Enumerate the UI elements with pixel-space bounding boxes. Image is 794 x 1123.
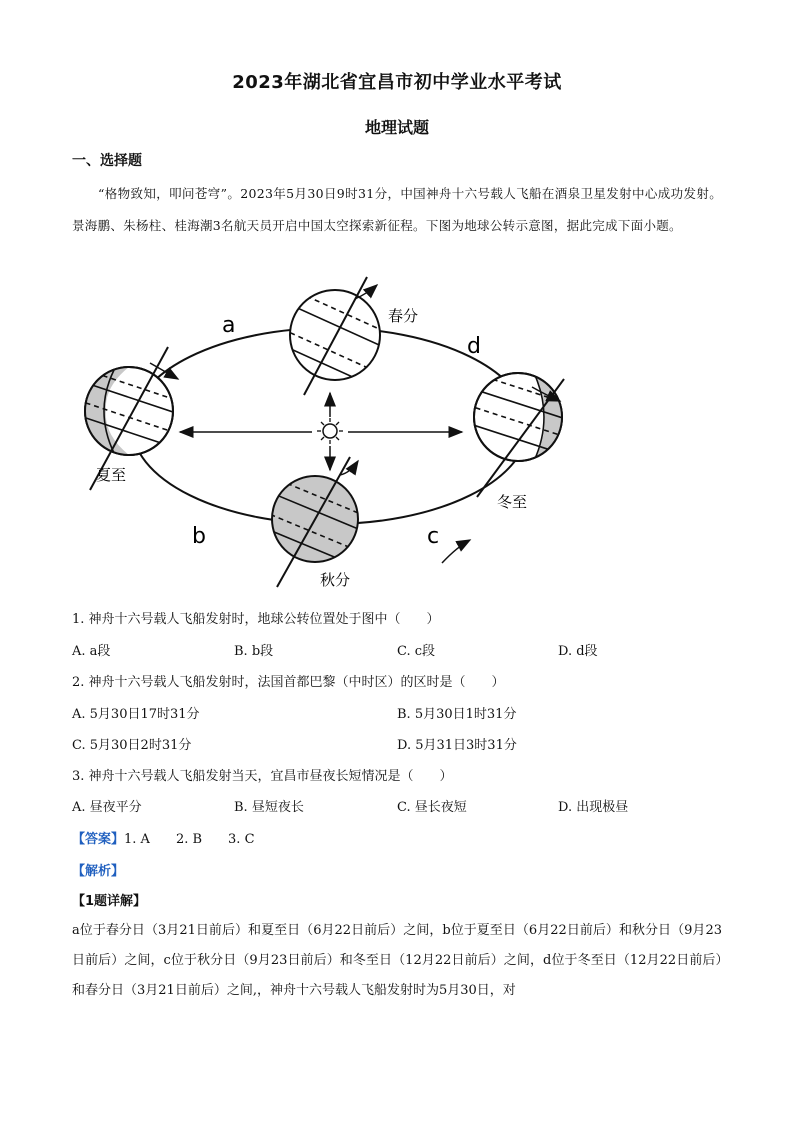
answer-label: 【答案】	[72, 832, 125, 847]
q2-option-a: A. 5月30日17时31分	[72, 707, 200, 722]
q1-option-a: A. a段	[72, 644, 111, 659]
question-2-stem: 2. 神舟十六号载人飞船发射时，法国首都巴黎（中时区）的区时是（ ）	[72, 675, 505, 690]
section-heading: 一、选择题	[72, 153, 142, 169]
detail-heading: 【1题详解】	[72, 894, 147, 909]
q3-option-d: D. 出现极昼	[558, 800, 629, 815]
label-summer-solstice: 夏至	[96, 466, 127, 484]
earth-summer-solstice	[72, 347, 182, 490]
earth-revolution-diagram	[72, 275, 572, 590]
q3-option-a: A. 昼夜平分	[72, 800, 142, 815]
q3-option-c: C. 昼长夜短	[397, 800, 467, 815]
label-winter-solstice: 冬至	[497, 493, 528, 511]
question-1-stem: 1. 神舟十六号载人飞船发射时，地球公转位置处于图中（ ）	[72, 612, 440, 627]
q1-option-b: B. b段	[234, 644, 274, 659]
q2-option-c: C. 5月30日2时31分	[72, 738, 192, 753]
intro-paragraph: “格物致知，叩问苍穹”。2023年5月30日9时31分，中国神舟十六号载人飞船在酒泉卫星发射中心成功发射。景海鹏、朱杨柱、桂海潮3名航天员开启中国太空探索新征程。下图为地球公转示意图，据此完成下面小题。	[72, 186, 722, 233]
label-autumn-equinox: 秋分	[320, 571, 351, 589]
q3-option-b: B. 昼短夜长	[234, 800, 304, 815]
earth-winter-solstice	[467, 371, 572, 497]
label-spring-equinox: 春分	[388, 307, 419, 325]
revolution-direction-arrow	[442, 540, 470, 563]
analysis-label: 【解析】	[72, 864, 125, 879]
label-segment-c: c	[427, 524, 440, 549]
page-title: 2023年湖北省宜昌市初中学业水平考试	[232, 72, 562, 93]
q2-option-d: D. 5月31日3时31分	[397, 738, 517, 753]
q1-option-c: C. c段	[397, 644, 436, 659]
label-segment-d: d	[467, 334, 481, 359]
sun-icon	[317, 418, 343, 444]
label-segment-a: a	[222, 313, 236, 338]
answer-line	[72, 828, 255, 847]
detail-paragraph: a位于春分日（3月21日前后）和夏至日（6月22日前后）之间，b位于夏至日（6月22日前后）和秋分日（9月23日前后）之间，c位于秋分日（9月23日前后）和冬至日（12月22日前后）之间，d位于冬至日（12月22日前后）和春分日（3月21日前后）之间,，神舟十六号载人飞船发射时为5月30日，对	[72, 923, 722, 998]
q2-option-b: B. 5月30日1时31分	[397, 707, 517, 722]
label-segment-b: b	[192, 524, 206, 549]
earth-spring-equinox	[282, 277, 388, 395]
earth-autumn-equinox	[262, 457, 368, 587]
page-subtitle: 地理试题	[364, 118, 429, 137]
answer-text: 1. A 2. B 3. C	[124, 832, 255, 847]
question-3-stem: 3. 神舟十六号载人飞船发射当天，宜昌市昼夜长短情况是（ ）	[72, 769, 453, 784]
q1-option-d: D. d段	[558, 644, 598, 659]
